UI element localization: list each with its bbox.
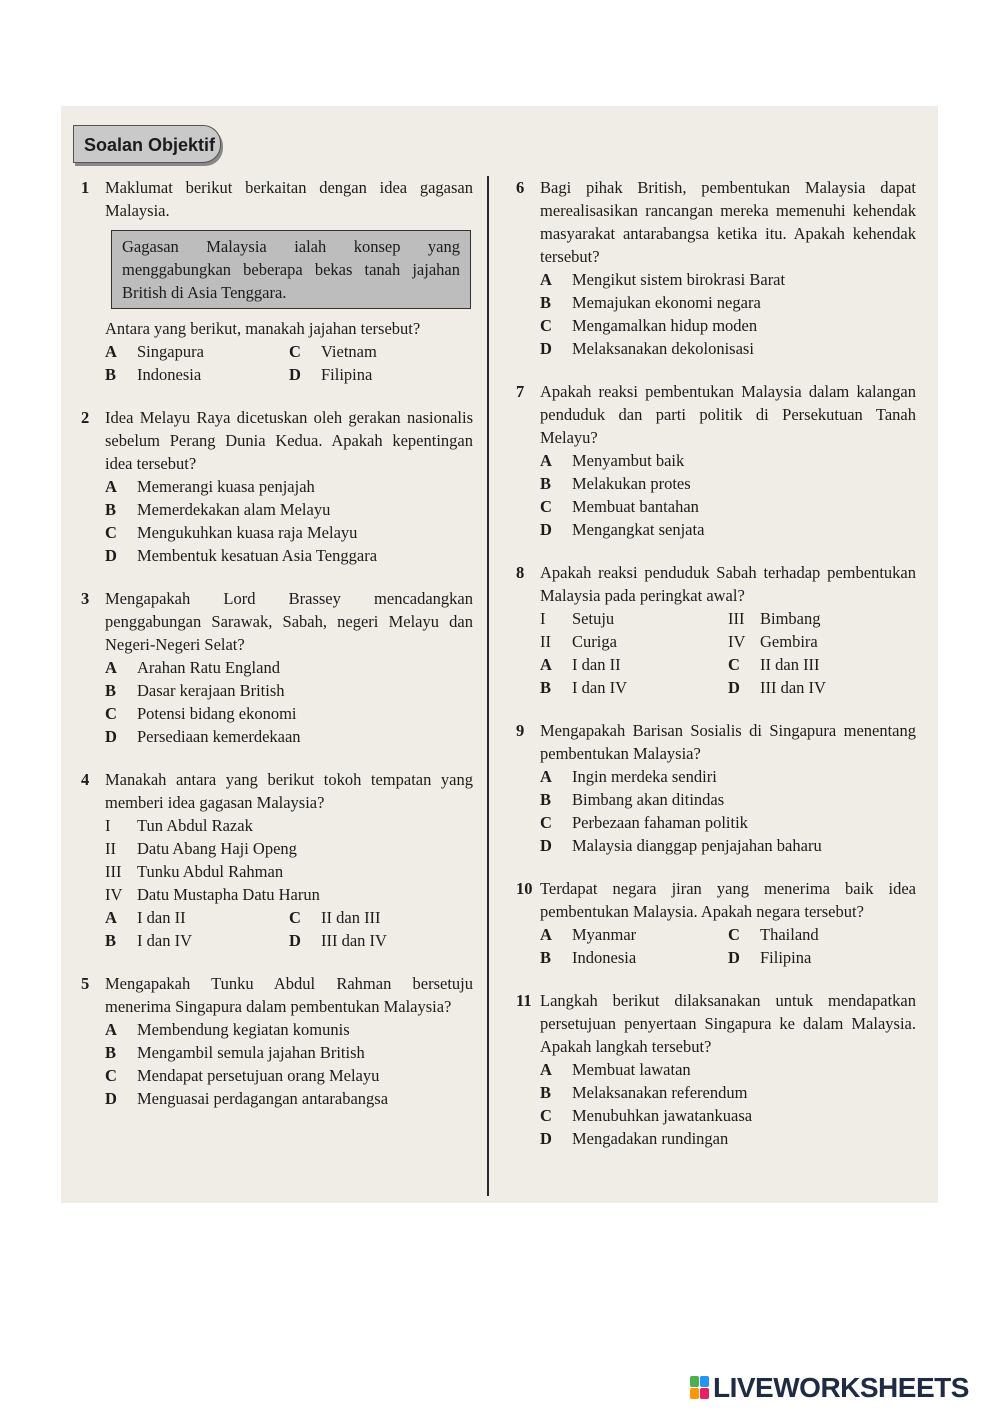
- option-b[interactable]: B Bimbang akan ditindas: [540, 790, 725, 809]
- question-6: [516, 176, 916, 360]
- question-10: [516, 877, 916, 969]
- option-b[interactable]: B I dan IV: [105, 931, 192, 950]
- question-3: [81, 587, 473, 748]
- option-c[interactable]: C II dan III: [289, 908, 381, 927]
- question-9: [516, 719, 916, 857]
- option-a[interactable]: A Mengikut sistem birokrasi Barat: [540, 270, 786, 289]
- option-row: [540, 676, 916, 699]
- option-row: [105, 906, 473, 929]
- question-8: [516, 561, 916, 699]
- question-2: [81, 406, 473, 567]
- option-d[interactable]: D Mengangkat senjata: [540, 520, 705, 539]
- left-column: [81, 176, 473, 1130]
- statement-iii: III Tunku Abdul Rahman: [105, 862, 284, 881]
- question-number: 9: [516, 721, 525, 740]
- option-d[interactable]: D III dan IV: [728, 678, 826, 697]
- statement-iv: IV Datu Mustapha Datu Harun: [105, 885, 320, 904]
- option-b[interactable]: B Melaksanakan referendum: [540, 1083, 748, 1102]
- column-divider: [487, 176, 489, 1196]
- question-stem: Apakah reaksi penduduk Sabah terhadap pembentukan Malaysia pada peringkat awal?: [540, 563, 916, 605]
- option-b[interactable]: B Dasar kerajaan British: [105, 681, 285, 700]
- option-d[interactable]: D Mengadakan rundingan: [540, 1129, 729, 1148]
- question-stem: Terdapat negara jiran yang menerima baik idea pembentukan Malaysia. Apakah negara tersebut?: [540, 879, 916, 921]
- statement-row: [540, 630, 916, 653]
- option-a[interactable]: A Ingin merdeka sendiri: [540, 767, 717, 786]
- section-title: Soalan Objektif: [73, 125, 221, 163]
- option-c[interactable]: C Potensi bidang ekonomi: [105, 704, 297, 723]
- question-number: 8: [516, 563, 525, 582]
- option-b[interactable]: B Melakukan protes: [540, 474, 691, 493]
- option-row: [105, 340, 473, 363]
- option-b[interactable]: B Indonesia: [105, 365, 202, 384]
- option-d[interactable]: D Membentuk kesatuan Asia Tenggara: [105, 546, 378, 565]
- question-stem: Maklumat berikut berkaitan dengan idea gagasan Malaysia.: [105, 178, 473, 220]
- option-b[interactable]: B Memerdekakan alam Melayu: [105, 500, 331, 519]
- scanned-page: [61, 106, 938, 1203]
- option-row: [540, 923, 916, 946]
- statement-ii: II Curiga: [540, 632, 617, 651]
- question-number: 10: [516, 879, 533, 898]
- question-stem: Apakah reaksi pembentukan Malaysia dalam kalangan penduduk dan parti politik di Persekutuan Tanah Melayu?: [540, 382, 916, 447]
- question-number: 1: [81, 178, 90, 197]
- option-row: [105, 363, 473, 386]
- option-c[interactable]: C Mengukuhkan kuasa raja Melayu: [105, 523, 358, 542]
- option-c[interactable]: C II dan III: [728, 655, 820, 674]
- info-box: Gagasan Malaysia ialah konsep yang menggabungkan beberapa bekas tanah jajahan British di Asia Tenggara.: [111, 230, 471, 309]
- option-c[interactable]: C Menubuhkan jawatankuasa: [540, 1106, 753, 1125]
- watermark-text: LIVEWORKSHEETS: [713, 1372, 969, 1403]
- question-stem: Mengapakah Lord Brassey mencadangkan penggabungan Sarawak, Sabah, negeri Melayu dan Negeri-Negeri Selat?: [105, 589, 473, 654]
- option-b[interactable]: B Memajukan ekonomi negara: [540, 293, 761, 312]
- option-b[interactable]: B Indonesia: [540, 948, 637, 967]
- question-number: 6: [516, 178, 525, 197]
- option-d[interactable]: D Menguasai perdagangan antarabangsa: [105, 1089, 389, 1108]
- question-stem: Langkah berikut dilaksanakan untuk mendapatkan persetujuan penyertaan Singapura ke dalam Malaysia. Apakah langkah tersebut?: [540, 991, 916, 1056]
- statement-row: [540, 607, 916, 630]
- statement-i: I Setuju: [540, 609, 615, 628]
- question-number: 5: [81, 974, 90, 993]
- question-1: [81, 176, 473, 386]
- option-row: [540, 653, 916, 676]
- option-b[interactable]: B I dan IV: [540, 678, 627, 697]
- liveworksheets-watermark: [690, 1372, 969, 1404]
- question-5: [81, 972, 473, 1110]
- option-d[interactable]: D III dan IV: [289, 931, 387, 950]
- question-number: 3: [81, 589, 90, 608]
- question-number: 4: [81, 770, 90, 789]
- option-c[interactable]: C Thailand: [728, 925, 819, 944]
- liveworksheets-logo-icon: [690, 1376, 710, 1400]
- question-prompt: Antara yang berikut, manakah jajahan tersebut?: [105, 319, 421, 338]
- question-stem: Bagi pihak British, pembentukan Malaysia dapat merealisasikan rancangan mereka memenuhi kehendak masyarakat antarabangsa ketika itu. Apakah kehendak tersebut?: [540, 178, 916, 266]
- question-7: [516, 380, 916, 541]
- question-number: 7: [516, 382, 525, 401]
- question-number: 2: [81, 408, 90, 427]
- option-c[interactable]: C Mengamalkan hidup moden: [540, 316, 758, 335]
- option-c[interactable]: C Perbezaan fahaman politik: [540, 813, 748, 832]
- option-a[interactable]: A Arahan Ratu England: [105, 658, 280, 677]
- question-4: [81, 768, 473, 952]
- question-stem: Mengapakah Tunku Abdul Rahman bersetuju menerima Singapura dalam pembentukan Malaysia?: [105, 974, 473, 1016]
- option-a[interactable]: A Membendung kegiatan komunis: [105, 1020, 350, 1039]
- option-a[interactable]: A Membuat lawatan: [540, 1060, 691, 1079]
- option-a[interactable]: A I dan II: [105, 908, 186, 927]
- statement-ii: II Datu Abang Haji Openg: [105, 839, 297, 858]
- option-a[interactable]: A Singapura: [105, 342, 204, 361]
- question-number: 11: [516, 991, 532, 1010]
- option-a[interactable]: A Memerangi kuasa penjajah: [105, 477, 315, 496]
- option-b[interactable]: B Mengambil semula jajahan British: [105, 1043, 365, 1062]
- option-c[interactable]: C Mendapat persetujuan orang Melayu: [105, 1066, 380, 1085]
- question-stem: Mengapakah Barisan Sosialis di Singapura menentang pembentukan Malaysia?: [540, 721, 916, 763]
- statement-i: I Tun Abdul Razak: [105, 816, 253, 835]
- option-row: [105, 929, 473, 952]
- option-d[interactable]: D Malaysia dianggap penjajahan baharu: [540, 836, 822, 855]
- question-stem: Idea Melayu Raya dicetuskan oleh gerakan nasionalis sebelum Perang Dunia Kedua. Apakah kepentingan idea tersebut?: [105, 408, 473, 473]
- option-d[interactable]: D Filipina: [728, 948, 812, 967]
- option-row: [540, 946, 916, 969]
- question-stem: Manakah antara yang berikut tokoh tempatan yang memberi idea gagasan Malaysia?: [105, 770, 473, 812]
- option-c[interactable]: C Membuat bantahan: [540, 497, 699, 516]
- right-column: [516, 176, 916, 1170]
- option-a[interactable]: A Menyambut baik: [540, 451, 685, 470]
- option-a[interactable]: A Myanmar: [540, 925, 637, 944]
- statement-iii: III Bimbang: [728, 609, 821, 628]
- option-d[interactable]: D Persediaan kemerdekaan: [105, 727, 301, 746]
- option-c[interactable]: C Vietnam: [289, 342, 377, 361]
- question-11: [516, 989, 916, 1150]
- option-d[interactable]: D Melaksanakan dekolonisasi: [540, 339, 754, 358]
- option-a[interactable]: A I dan II: [540, 655, 621, 674]
- statement-iv: IV Gembira: [728, 632, 818, 651]
- option-d[interactable]: D Filipina: [289, 365, 373, 384]
